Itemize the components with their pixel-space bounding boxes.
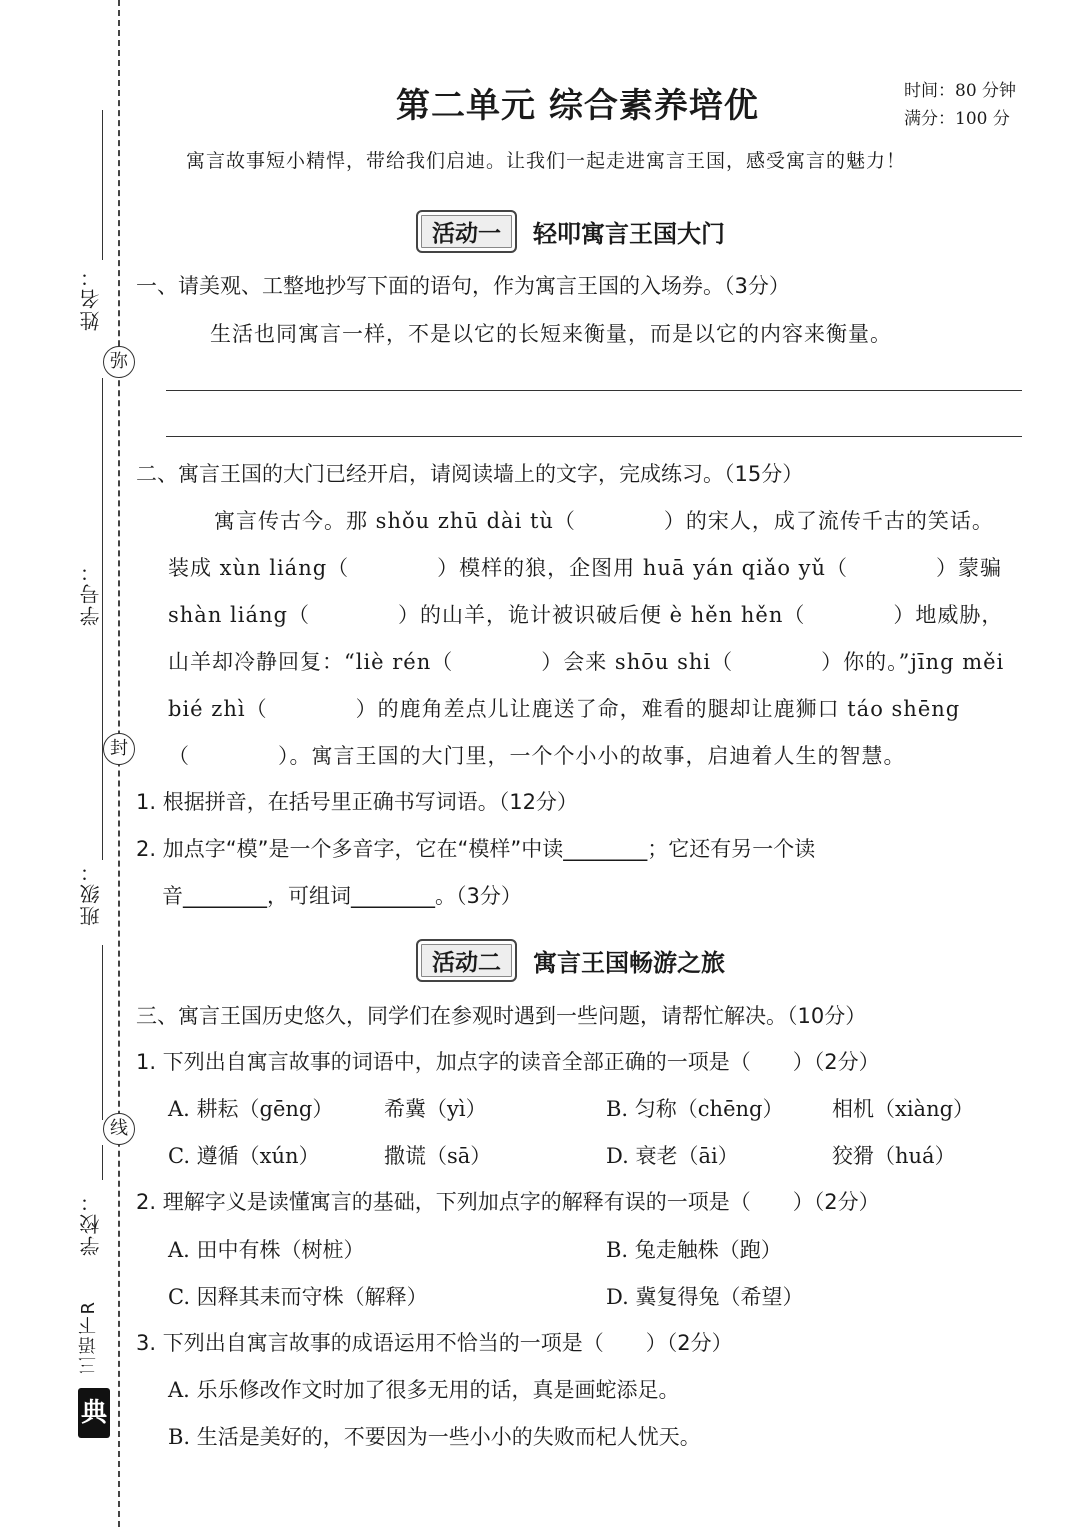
margin-rule	[102, 945, 103, 1120]
time-limit: 时间：80 分钟	[904, 81, 1017, 101]
option-b: B. 生活是美好的，不要因为一些小小的失败而杞人忧天。	[168, 1425, 701, 1449]
activity-tag: 活动二	[416, 939, 517, 982]
activity-two-banner	[416, 941, 725, 979]
seal-mark-xian: 线	[103, 1113, 135, 1145]
page-title: 第二单元 综合素养培优	[396, 86, 759, 126]
option-d: D. 冀复得兔（希望）	[606, 1285, 804, 1309]
option-a-word2: 希冀（yì）	[384, 1097, 487, 1121]
writing-line[interactable]	[166, 436, 1022, 437]
question-one-heading: 一、请美观、工整地抄写下面的语句，作为寓言王国的入场券。（3分）	[136, 274, 790, 298]
full-score: 满分：100 分	[904, 109, 1010, 129]
option-b-word1: B. 匀称（chēng）	[606, 1097, 784, 1121]
writing-line[interactable]	[166, 390, 1022, 391]
passage-line: bié zhì（ ）的鹿角差点儿让鹿送了命，难看的腿却让鹿狮口 táo shēng	[168, 697, 961, 721]
question-two-heading: 二、寓言王国的大门已经开启，请阅读墙上的文字，完成练习。（15分）	[136, 462, 804, 486]
student-id-label: 学号：	[79, 560, 103, 626]
seal-mark-feng: 封	[103, 733, 135, 765]
passage-line: （ ）。寓言王国的大门里，一个个小小的故事，启迪着人生的智慧。	[168, 744, 906, 768]
option-b-word2: 相机（xiàng）	[832, 1097, 975, 1121]
name-label: 姓名：	[79, 265, 103, 331]
activity-tag: 活动一	[416, 210, 517, 253]
publisher-logo: 典	[78, 1388, 110, 1438]
class-label: 班级：	[79, 860, 103, 926]
school-label: 学校：	[79, 1190, 103, 1256]
question-three-heading: 三、寓言王国历史悠久，同学们在参观时遇到一些问题，请帮忙解决。（10分）	[136, 1004, 867, 1028]
passage-line: 装成 xùn liáng（ ）模样的狼，企图用 huā yán qiǎo yǔ（ ）蒙骗	[168, 556, 1003, 580]
question-two-sub-two-cont: 音________，可组词________。（3分）	[162, 884, 522, 908]
name-write-line	[102, 110, 103, 260]
question-two-sub-two: 2. 加点字“模”是一个多音字，它在“模样”中读________；它还有另一个读	[136, 837, 816, 861]
option-c-word1: C. 遵循（xún）	[168, 1144, 320, 1168]
activity-title: 寓言王国畅游之旅	[533, 948, 725, 977]
passage-line: 山羊却冷静回复：“liè rén（ ）会来 shōu shi（ ）你的。”jīng měi	[168, 650, 1005, 674]
copy-sentence: 生活也同寓言一样，不是以它的长短来衡量，而是以它的内容来衡量。	[210, 322, 892, 346]
question-three-sub-one: 1. 下列出自寓言故事的词语中，加点字的读音全部正确的一项是（ ）（2分）	[136, 1050, 880, 1074]
activity-one-banner	[416, 212, 725, 250]
option-a: A. 乐乐修改作文时加了很多无用的话，真是画蛇添足。	[168, 1378, 680, 1402]
question-three-sub-two: 2. 理解字义是读懂寓言的基础，下列加点字的解释有误的一项是（ ）（2分）	[136, 1190, 880, 1214]
intro-text: 寓言故事短小精悍，带给我们启迪。让我们一起走进寓言王国，感受寓言的魅力！	[186, 150, 907, 172]
option-b: B. 兔走触株（跑）	[606, 1238, 782, 1262]
passage-line: 寓言传古今。那 shǒu zhū dài tù（ ）的宋人，成了流传千古的笑话。	[214, 509, 994, 533]
question-three-sub-three: 3. 下列出自寓言故事的成语运用不恰当的一项是（ ）（2分）	[136, 1331, 733, 1355]
option-c-word2: 撒谎（sā）	[384, 1144, 492, 1168]
option-c: C. 因释其耒而守株（解释）	[168, 1285, 428, 1309]
class-write-line	[102, 660, 103, 860]
option-a: A. 田中有株（树桩）	[168, 1238, 365, 1262]
option-d-word1: D. 衰老（āi）	[606, 1144, 739, 1168]
option-d-word2: 狡猾（huá）	[832, 1144, 956, 1168]
grade-label: 三语下R	[78, 1300, 99, 1375]
seal-mark-mi: 弥	[103, 346, 135, 378]
option-a-word1: A. 耕耘（gēng）	[168, 1097, 334, 1121]
passage-line: shàn liáng（ ）的山羊，诡计被识破后便 è hěn hěn（ ）地威胁，	[168, 603, 1004, 627]
activity-title: 轻叩寓言王国大门	[533, 219, 725, 248]
id-write-line	[102, 490, 103, 550]
school-write-line	[102, 1145, 103, 1180]
question-two-sub-one: 1. 根据拼音，在括号里正确书写词语。（12分）	[136, 790, 578, 814]
